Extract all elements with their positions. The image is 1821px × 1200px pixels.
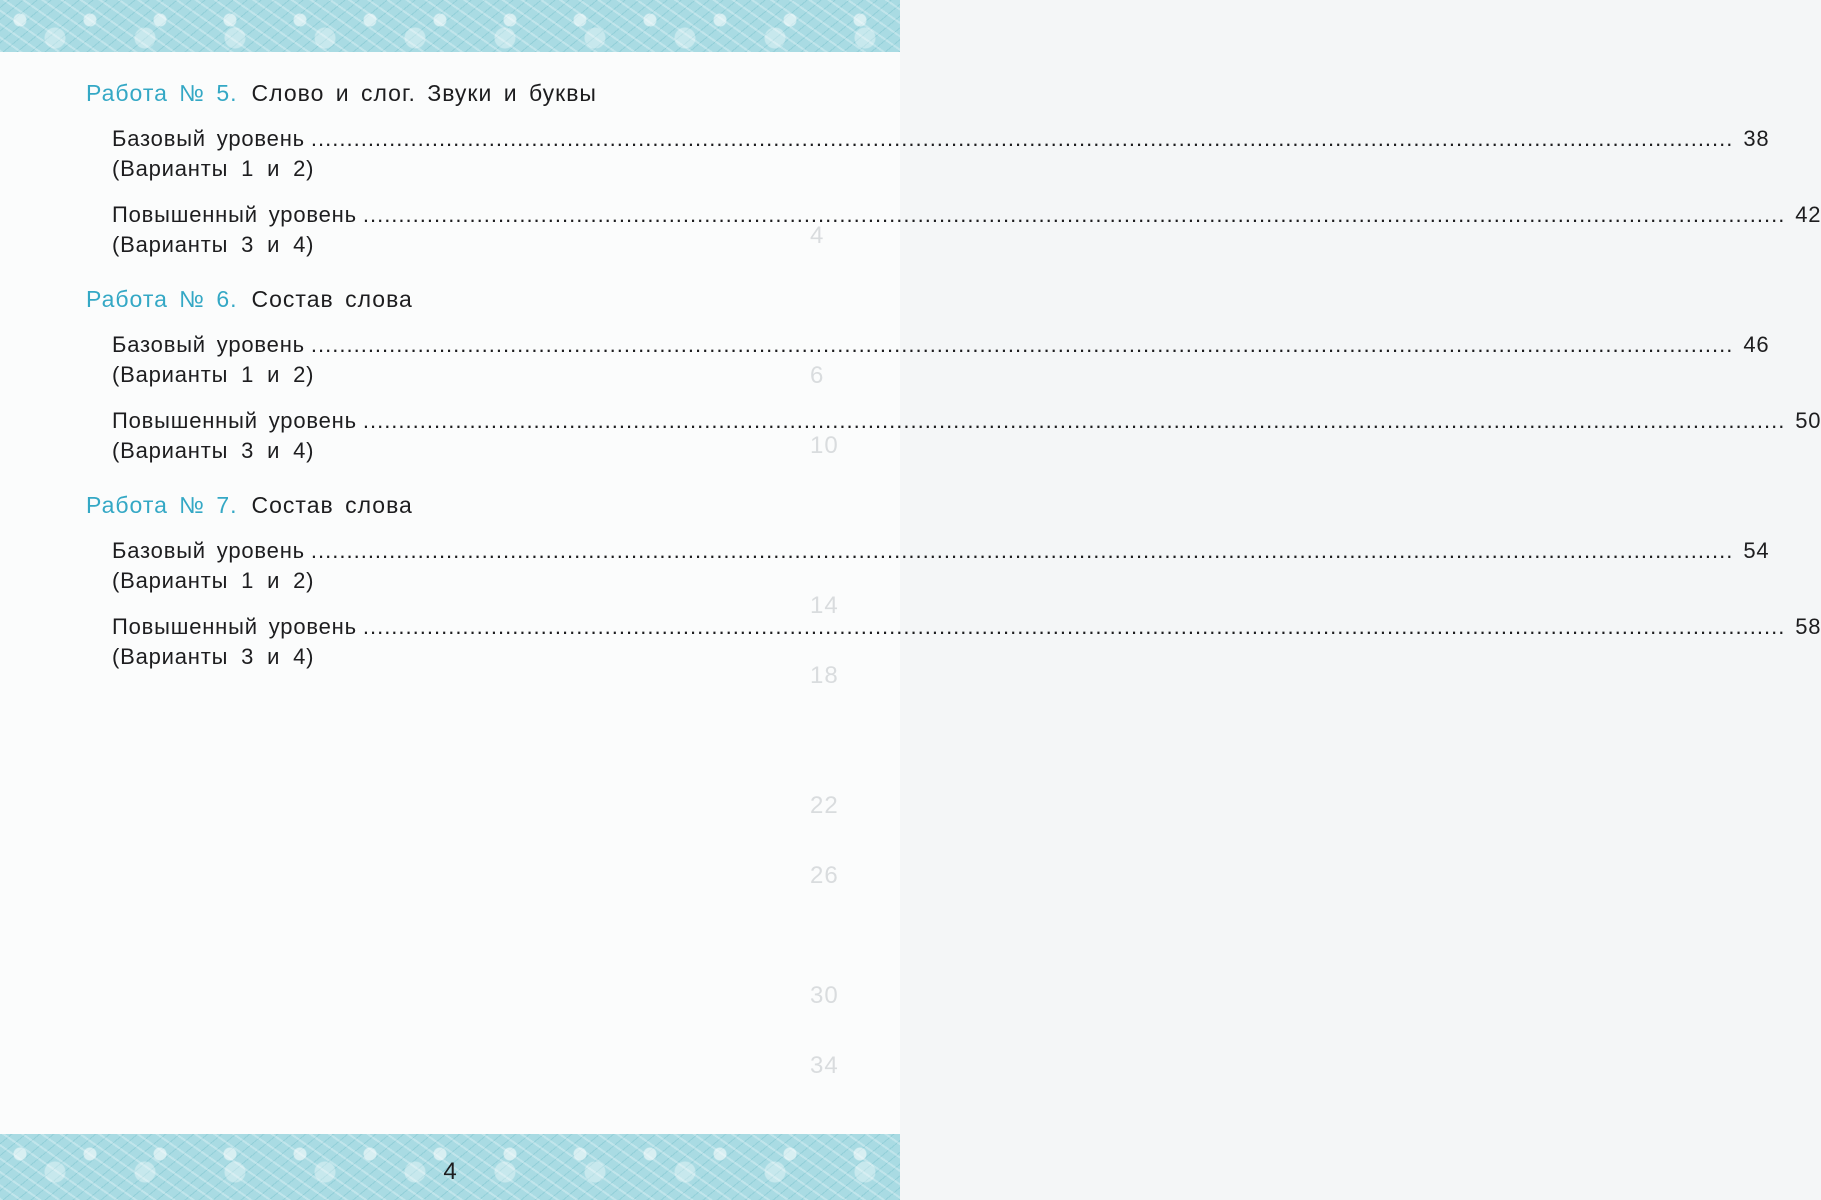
toc-entry [112,124,1770,184]
toc-section [86,490,1821,672]
section-title: Слово и слог. Звуки и буквы [251,80,597,106]
entry-variants: (Варианты 1 и 2) [112,362,315,387]
dot-leader: ........................................................................................................................................................................................................ [310,126,1734,151]
section-number: Работа № 5. [86,80,238,106]
entry-variants: (Варианты 1 и 2) [112,156,315,181]
toc-entry [112,536,1770,596]
bleed-through-text: 4 [810,222,825,249]
section-heading [86,490,866,520]
entry-label: Повышенный уровень [112,614,357,639]
section-title: Состав слова [251,286,413,312]
toc-section [86,284,1821,466]
page-number: 4 [443,1158,457,1185]
entry-variants: (Варианты 3 и 4) [112,438,315,463]
entry-page-number: 50 [1795,408,1821,433]
table-of-contents [86,78,1821,696]
entry-page-number: 42 [1795,202,1821,227]
section-heading [86,284,866,314]
entry-page-number: 58 [1795,614,1821,639]
bleed-through-text: 14 [810,592,839,619]
dot-leader: ........................................................................................................................................................................................................ [310,538,1734,563]
entry-page-number: 54 [1743,538,1770,563]
dot-leader: ........................................................................................................................................................................................................ [362,408,1786,433]
section-number: Работа № 7. [86,492,238,518]
toc-entry [112,406,1821,466]
section-title: Состав слова [251,492,413,518]
entry-label: Повышенный уровень [112,202,357,227]
dot-leader: ........................................................................................................................................................................................................ [362,614,1786,639]
entry-page-number: 38 [1743,126,1770,151]
entry-variants: (Варианты 3 и 4) [112,232,315,257]
bleed-through-text: 10 [810,432,839,459]
dot-leader: ........................................................................................................................................................................................................ [310,332,1734,357]
entry-variants: (Варианты 3 и 4) [112,644,315,669]
toc-section [86,78,1821,260]
toc-entry [112,612,1821,672]
toc-entry [112,200,1821,260]
entry-label: Базовый уровень [112,126,305,151]
bleed-through-text: 6 [810,362,825,389]
decorative-top-border [0,0,900,52]
section-heading [86,78,866,108]
entry-label: Базовый уровень [112,332,305,357]
bleed-through-text: 26 [810,862,839,889]
bleed-through-text: 22 [810,792,839,819]
bleed-through-text: 34 [810,1052,839,1079]
section-number: Работа № 6. [86,286,238,312]
bleed-through-text: 18 [810,662,839,689]
entry-label: Повышенный уровень [112,408,357,433]
entry-variants: (Варианты 1 и 2) [112,568,315,593]
dot-leader: ........................................................................................................................................................................................................ [362,202,1786,227]
bleed-through-text: 30 [810,982,839,1009]
toc-entry [112,330,1770,390]
entry-page-number: 46 [1743,332,1770,357]
entry-label: Базовый уровень [112,538,305,563]
